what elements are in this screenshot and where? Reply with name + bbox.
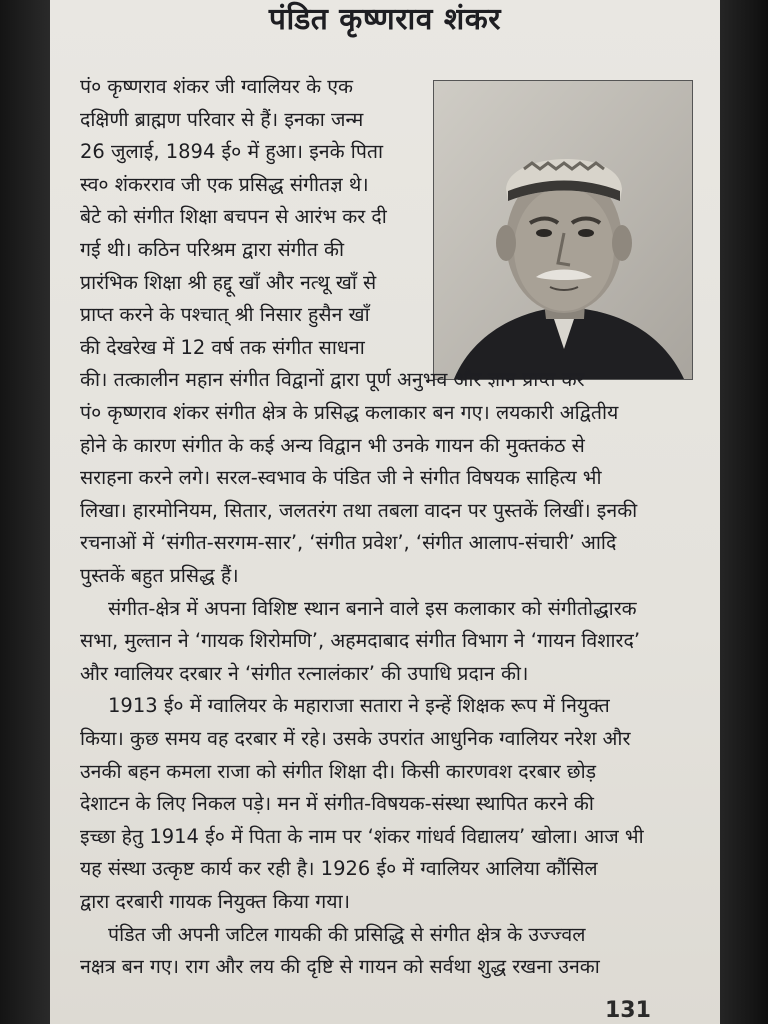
- text-line: गई थी। कठिन परिश्रम द्वारा संगीत की: [80, 238, 345, 261]
- text-line: की। तत्कालीन महान संगीत विद्वानों द्वारा पूर्ण अनुभव और ज्ञान प्राप्त कर: [80, 368, 585, 392]
- page-title: पंडित कृष्णराव शंकर: [268, 2, 502, 37]
- text-line: नक्षत्र बन गए। राग और लय की दृष्टि से गायन को सर्वथा शुद्ध रखना उनका: [80, 955, 600, 979]
- background-right: [718, 0, 768, 1024]
- text-line: बेटे को संगीत शिक्षा बचपन से आरंभ कर दी: [80, 205, 387, 229]
- book-page: [50, 0, 720, 1024]
- text-line: और ग्वालियर दरबार ने ‘संगीत रत्नालंकार’ की उपाधि प्रदान की।: [80, 661, 529, 685]
- portrait-photo: [433, 80, 693, 380]
- text-line: सभा, मुल्तान ने ‘गायक शिरोमणि’, अहमदाबाद संगीत विभाग ने ‘गायन विशारद’: [80, 629, 641, 653]
- text-line: पुस्तकें बहुत प्रसिद्ध हैं।: [80, 564, 239, 587]
- text-line: उनकी बहन कमला राजा को संगीत शिक्षा दी। किसी कारणवश दरबार छोड़: [80, 759, 597, 783]
- text-line: सराहना करने लगे। सरल-स्वभाव के पंडित जी ने संगीत विषयक साहित्य भी: [80, 466, 602, 490]
- text-line: द्वारा दरबारी गायक नियुक्त किया गया।: [80, 890, 351, 913]
- text-line: दक्षिणी ब्राह्मण परिवार से हैं। इनका जन्म: [80, 107, 364, 131]
- text-line: देशाटन के लिए निकल पड़े। मन में संगीत-विषयक-संस्था स्थापित करने की: [80, 792, 594, 816]
- text-line: प्रारंभिक शिक्षा श्री हद्दू खाँ और नत्थू खाँ से: [80, 270, 377, 294]
- text-line: स्व० शंकरराव जी एक प्रसिद्ध संगीतज्ञ थे।: [80, 172, 369, 196]
- text-line: 26 जुलाई, 1894 ई० में हुआ। इनके पिता: [80, 140, 384, 164]
- text-line: यह संस्था उत्कृष्ट कार्य कर रही है। 1926 ई० में ग्वालियर आलिया कौंसिल: [80, 857, 598, 881]
- text-line: रचनाओं में ‘संगीत-सरगम-सार’, ‘संगीत प्रवेश’, ‘संगीत आलाप-संचारी’ आदि: [80, 531, 617, 555]
- text-line: लिखा। हारमोनियम, सितार, जलतरंग तथा तबला वादन पर पुस्तकें लिखीं। इनकी: [80, 498, 638, 522]
- text-line: की देखरेख में 12 वर्ष तक संगीत साधना: [80, 335, 365, 359]
- page-number: 131: [605, 998, 651, 1023]
- text-line: होने के कारण संगीत के कई अन्य विद्वान भी उनके गायन की मुक्तकंठ से: [80, 433, 585, 457]
- background-left: [0, 0, 50, 1024]
- text-line: पंडित जी अपनी जटिल गायकी की प्रसिद्धि से संगीत क्षेत्र के उज्ज्वल: [108, 922, 586, 946]
- text-line: 1913 ई० में ग्वालियर के महाराजा सतारा ने इन्हें शिक्षक रूप में नियुक्त: [108, 694, 610, 718]
- text-line: इच्छा हेतु 1914 ई० में पिता के नाम पर ‘शंकर गांधर्व विद्यालय’ खोला। आज भी: [80, 824, 644, 848]
- text-line: पं० कृष्णराव शंकर जी ग्वालियर के एक: [80, 75, 354, 98]
- text-line: पं० कृष्णराव शंकर संगीत क्षेत्र के प्रसिद्ध कलाकार बन गए। लयकारी अद्वितीय: [80, 401, 619, 424]
- text-line: किया। कुछ समय वह दरबार में रहे। उसके उपरांत आधुनिक ग्वालियर नरेश और: [80, 727, 631, 750]
- text-line: संगीत-क्षेत्र में अपना विशिष्ट स्थान बनाने वाले इस कलाकार को संगीतोद्धारक: [108, 596, 637, 620]
- text-line: प्राप्त करने के पश्चात् श्री निसार हुसैन खाँ: [80, 303, 370, 327]
